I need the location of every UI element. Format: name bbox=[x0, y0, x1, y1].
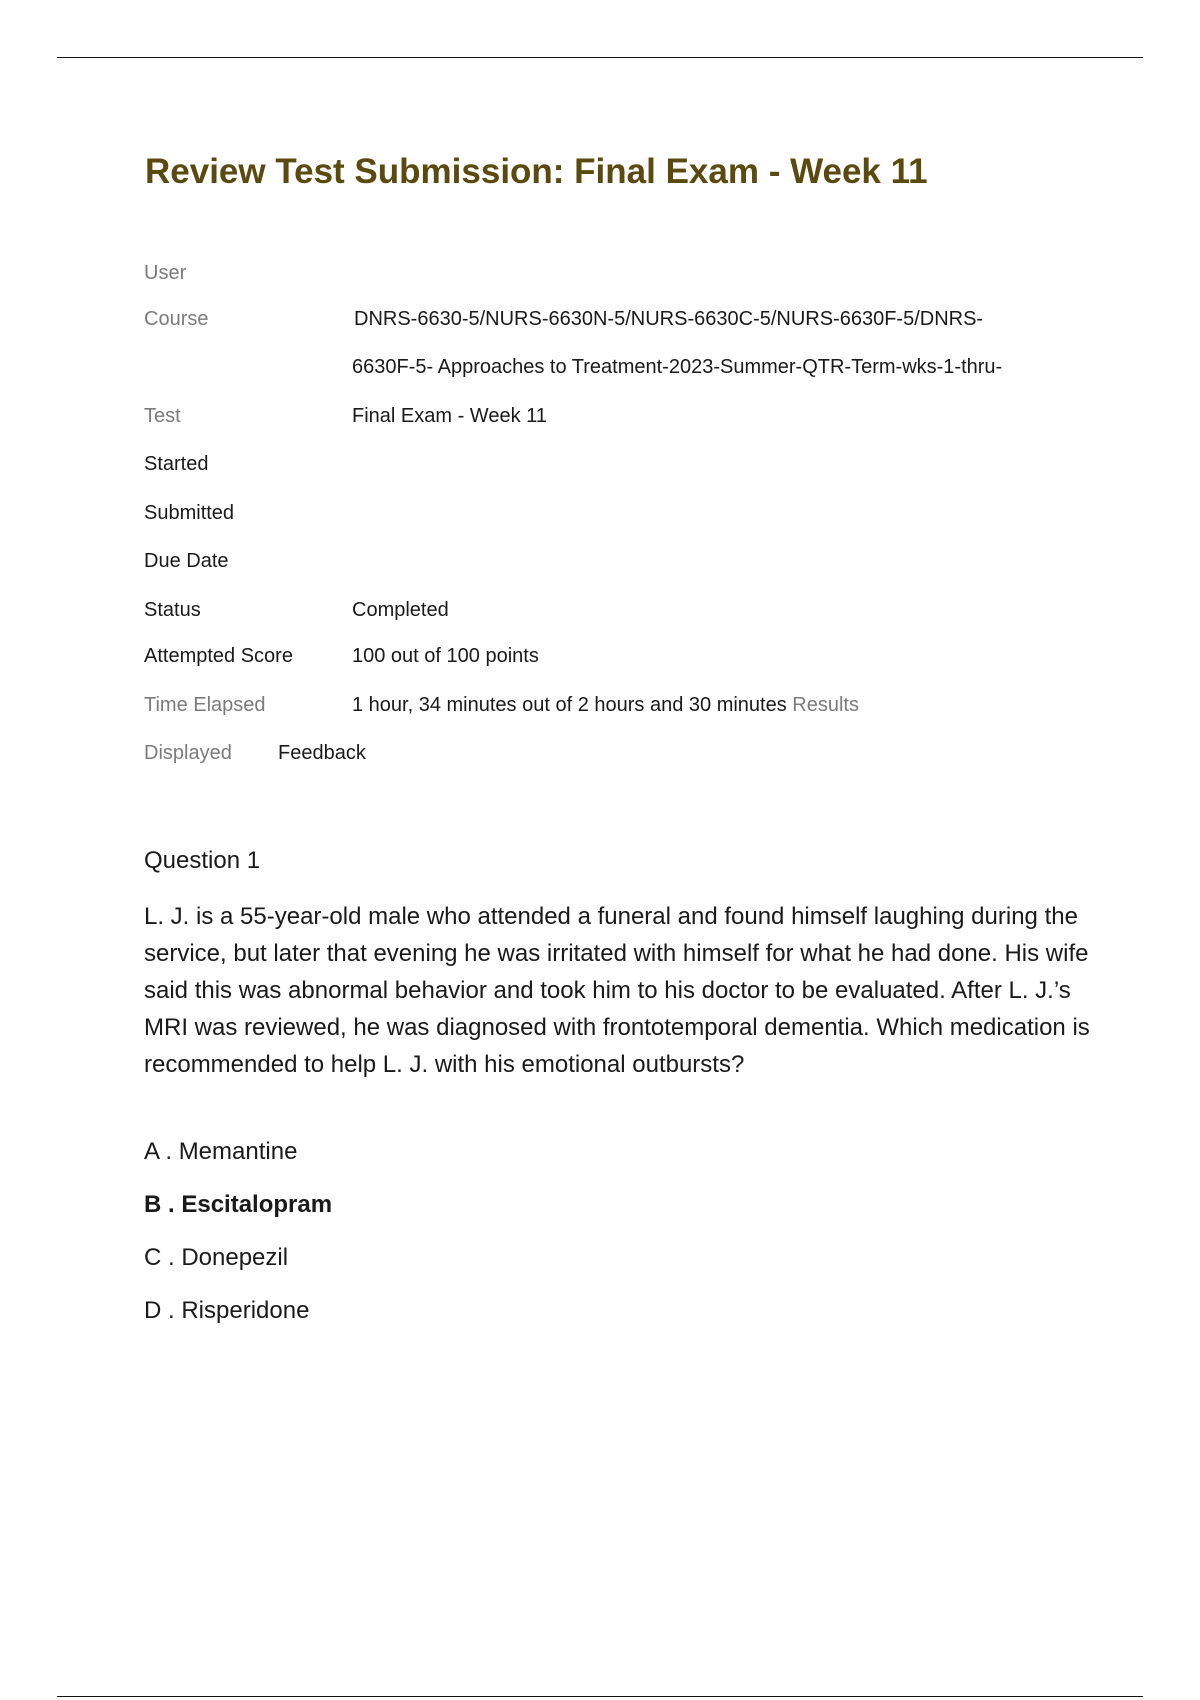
user-label: User bbox=[144, 262, 187, 284]
top-rule bbox=[57, 57, 1143, 58]
course-label: Course bbox=[144, 308, 209, 330]
answer-option-d: D . Risperidone bbox=[144, 1297, 310, 1324]
course-value-line1: DNRS-6630-5/NURS-6630N-5/NURS-6630C-5/NURS-6630F-5/DNRS- bbox=[354, 308, 984, 330]
due-date-label: Due Date bbox=[144, 550, 229, 572]
time-elapsed-value: 1 hour, 34 minutes out of 2 hours and 30 minutes bbox=[352, 694, 787, 716]
test-value: Final Exam - Week 11 bbox=[352, 405, 547, 427]
time-elapsed-label: Time Elapsed bbox=[144, 694, 266, 716]
started-label: Started bbox=[144, 453, 209, 475]
page-title: Review Test Submission: Final Exam - Week 11 bbox=[145, 152, 928, 191]
status-label: Status bbox=[144, 599, 201, 621]
question-text: L. J. is a 55-year-old male who attended a funeral and found himself laughing during the service, but later that evening he was irritated with himself for what he had done. His wife said this was abnormal behavior and took him to his doctor to be evaluated. After L. J.’s MRI was reviewed, he was diagnosed with frontotemporal dementia. Which medication is recommended to help L. J. with his emotional outbursts? bbox=[144, 903, 1090, 1078]
submitted-label: Submitted bbox=[144, 502, 235, 524]
test-label: Test bbox=[144, 405, 181, 427]
results-displayed-value: Feedback bbox=[278, 742, 366, 764]
results-displayed-label: Displayed bbox=[144, 742, 232, 764]
answer-option-a: A . Memantine bbox=[144, 1138, 298, 1165]
course-value-line2: 6630F-5- Approaches to Treatment-2023-Summer-QTR-Term-wks-1-thru- bbox=[352, 356, 1003, 378]
answer-option-c: C . Donepezil bbox=[144, 1244, 289, 1271]
answer-option-b-correct: B . Escitalopram bbox=[144, 1191, 333, 1218]
question-title: Question 1 bbox=[144, 847, 261, 874]
bottom-rule bbox=[57, 1696, 1143, 1697]
attempted-score-label: Attempted Score bbox=[144, 645, 293, 667]
results-label: Results bbox=[792, 694, 859, 716]
time-elapsed-value-wrap bbox=[352, 694, 859, 717]
attempted-score-value: 100 out of 100 points bbox=[352, 645, 539, 667]
answer-list bbox=[144, 1136, 332, 1348]
status-value: Completed bbox=[352, 599, 449, 621]
